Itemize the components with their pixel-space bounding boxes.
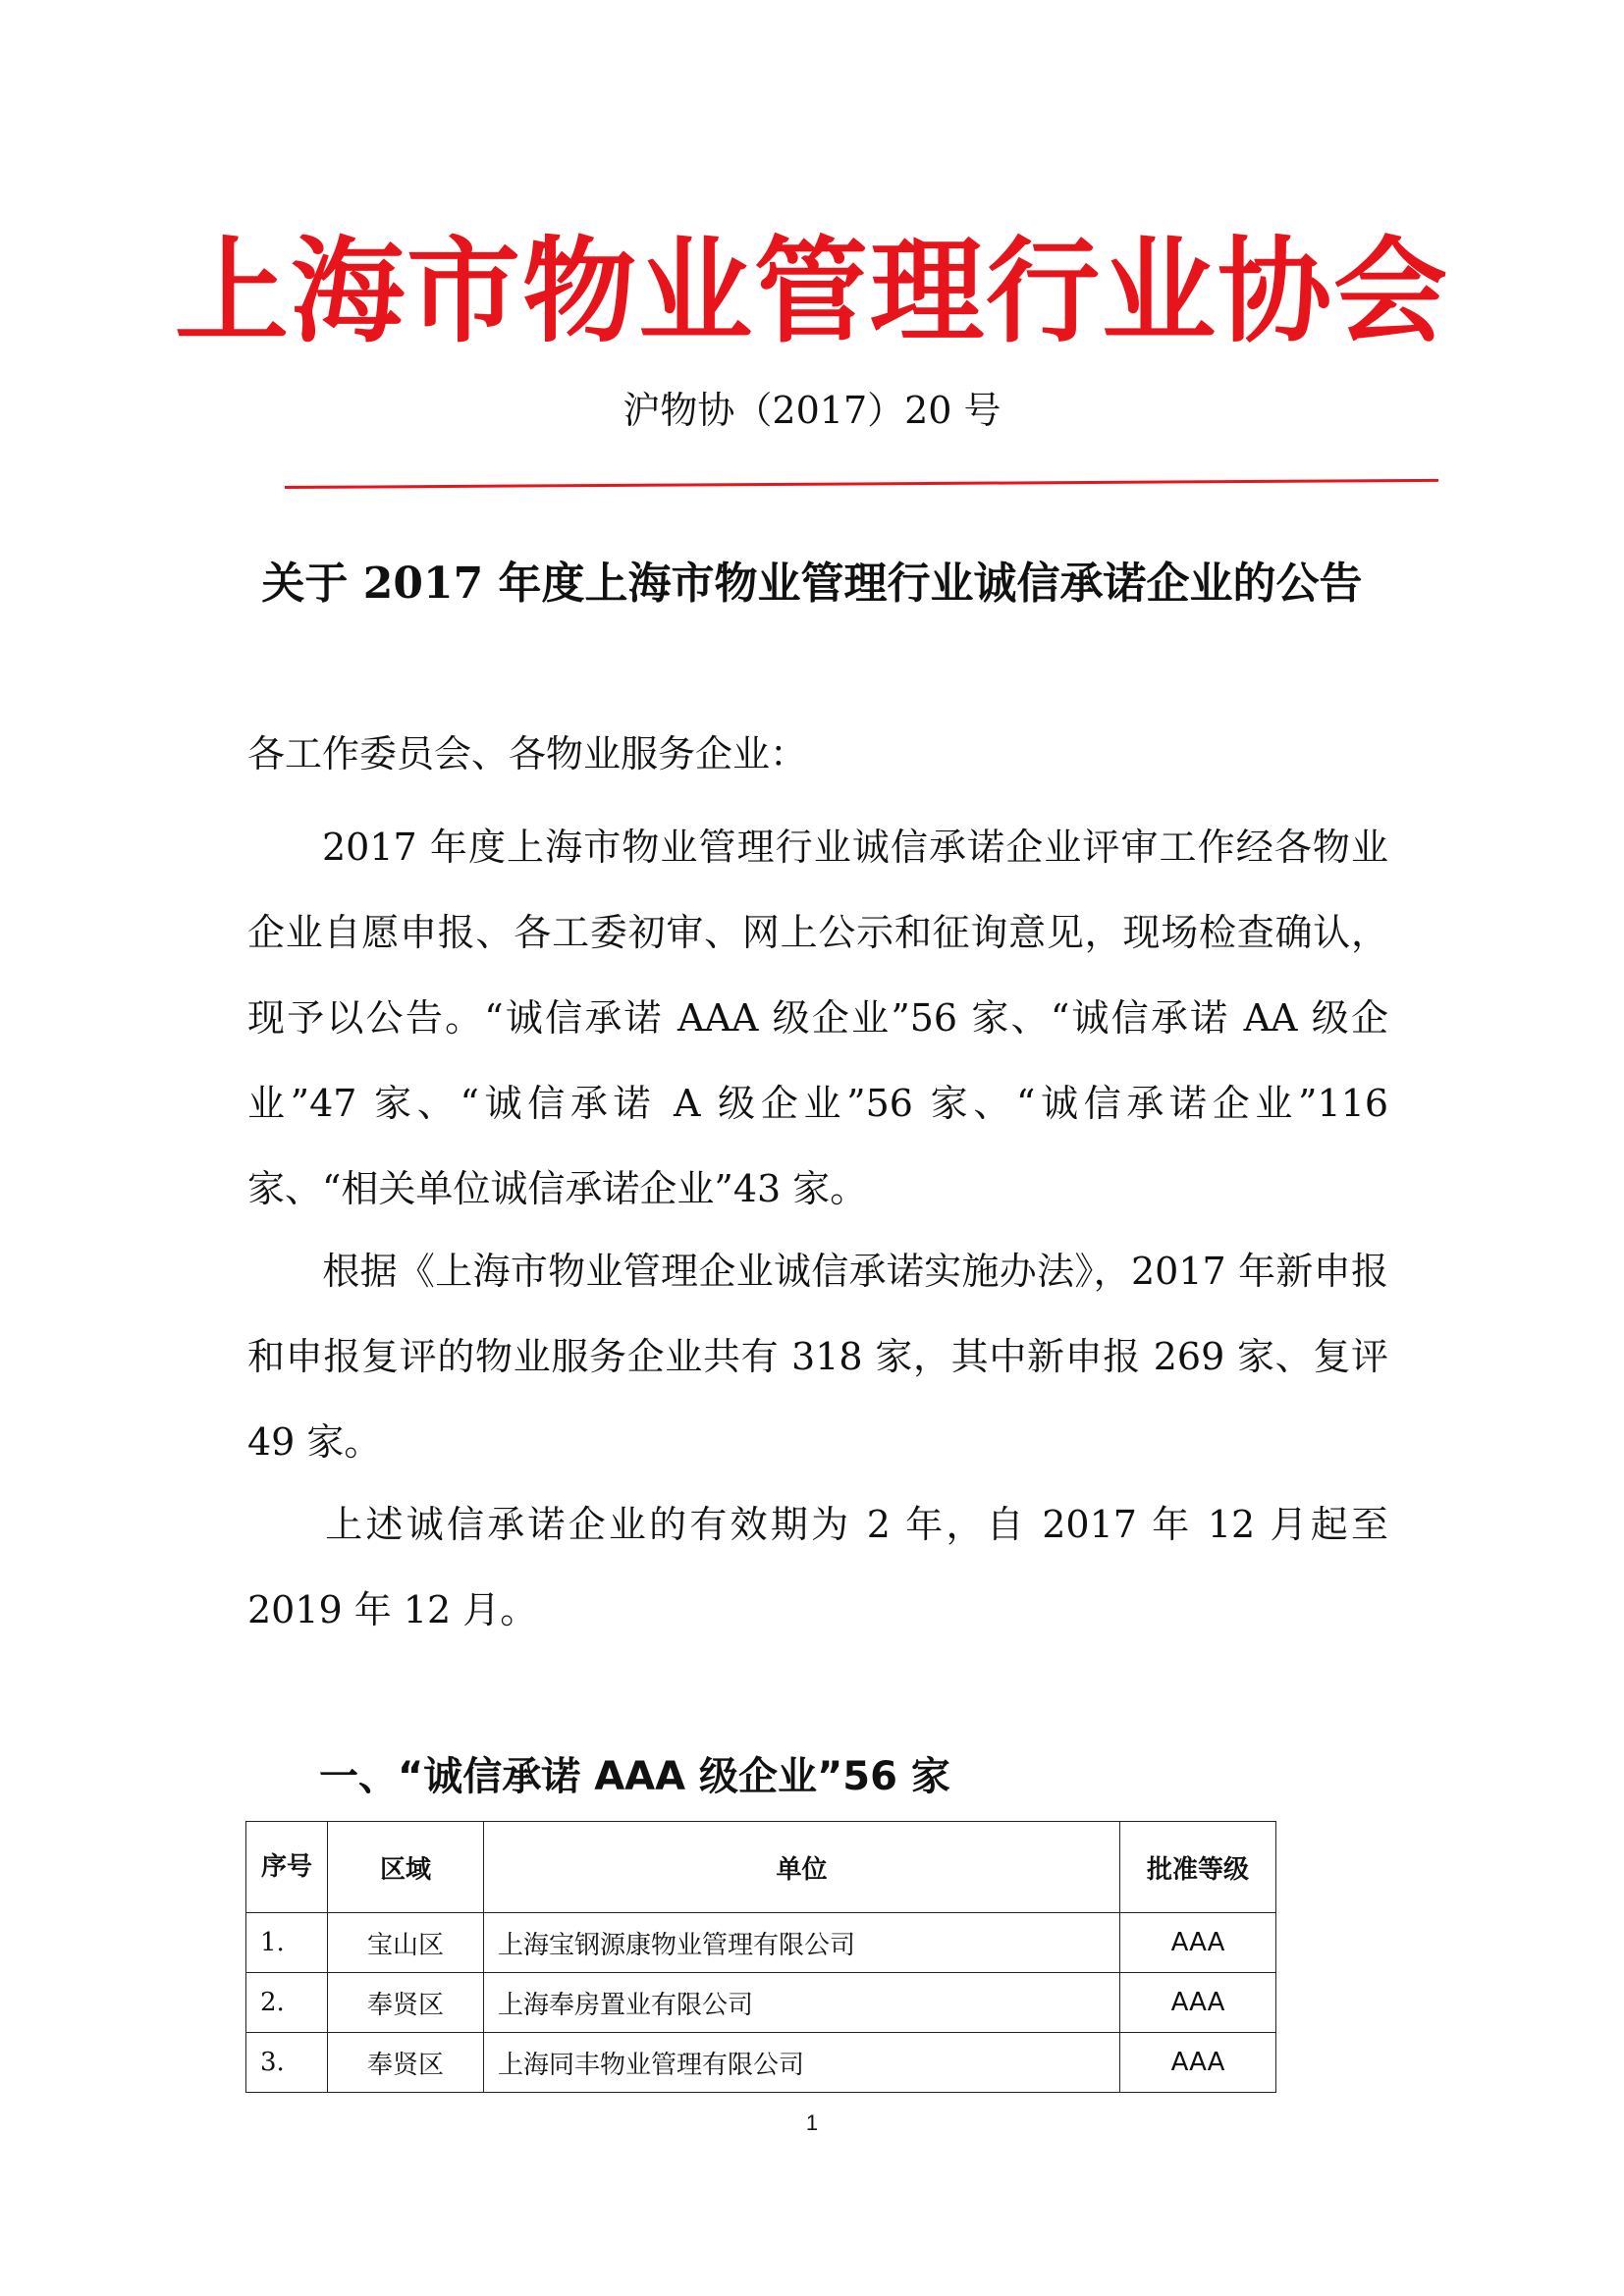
section-heading-aaa: 一、“诚信承诺 AAA 级企业”56 家	[319, 1754, 950, 1799]
aaa-firms-table	[245, 1821, 1276, 2093]
row-area: 宝山区	[328, 1913, 484, 1973]
row-area: 奉贤区	[328, 1973, 484, 2033]
salutation: 各工作委员会、各物业服务企业：	[247, 732, 808, 775]
row-index: 2.	[246, 1973, 328, 2033]
row-grade: AAA	[1120, 2033, 1276, 2093]
header-unit: 单位	[484, 1822, 1120, 1913]
row-area: 奉贤区	[328, 2033, 484, 2093]
body-paragraph-3	[247, 1482, 1388, 1653]
body-paragraph-3-text: 上述诚信承诺企业的有效期为 2 年，自 2017 年 12 月起至 2019 年 12 月。	[247, 1503, 1388, 1631]
notice-title: 关于 2017 年度上海市物业管理行业诚信承诺企业的公告	[261, 559, 1363, 609]
row-grade: AAA	[1120, 1913, 1276, 1973]
row-unit: 上海奉房置业有限公司	[484, 1973, 1120, 2033]
body-paragraph-2	[247, 1229, 1388, 1485]
row-index: 3.	[246, 2033, 328, 2093]
header-index: 序号	[246, 1822, 328, 1913]
header-area: 区域	[328, 1822, 484, 1913]
body-paragraph-1	[247, 805, 1388, 1232]
row-index: 1.	[246, 1913, 328, 1973]
table-row	[246, 2033, 1276, 2093]
header-grade: 批准等级	[1120, 1822, 1276, 1913]
page-number: 1	[805, 2110, 819, 2135]
document-number: 沪物协（2017）20 号	[623, 389, 1001, 432]
row-unit: 上海宝钢源康物业管理有限公司	[484, 1913, 1120, 1973]
table-row	[246, 1913, 1276, 1973]
letterhead-red-divider	[285, 479, 1438, 489]
body-paragraph-2-text: 根据《上海市物业管理企业诚信承诺实施办法》，2017 年新申报和申报复评的物业服务企业共有 318 家，其中新申报 269 家、复评 49 家。	[247, 1250, 1388, 1464]
body-paragraph-1-text: 2017 年度上海市物业管理行业诚信承诺企业评审工作经各物业企业自愿申报、各工委初审、网上公示和征询意见，现场检查确认，现予以公告。“诚信承诺 AAA 级企业”56 家、“诚信承诺 AA 级企业”47 家、“诚信承诺 A 级企业”56 家、“诚信承诺企业”116 家、“相关单位诚信承诺企业”43 家。	[247, 826, 1388, 1210]
row-unit: 上海同丰物业管理有限公司	[484, 2033, 1120, 2093]
organization-letterhead-title: 上海市物业管理行业协会	[175, 226, 1449, 358]
table-row	[246, 1973, 1276, 2033]
row-grade: AAA	[1120, 1973, 1276, 2033]
table-header-row	[246, 1822, 1276, 1913]
